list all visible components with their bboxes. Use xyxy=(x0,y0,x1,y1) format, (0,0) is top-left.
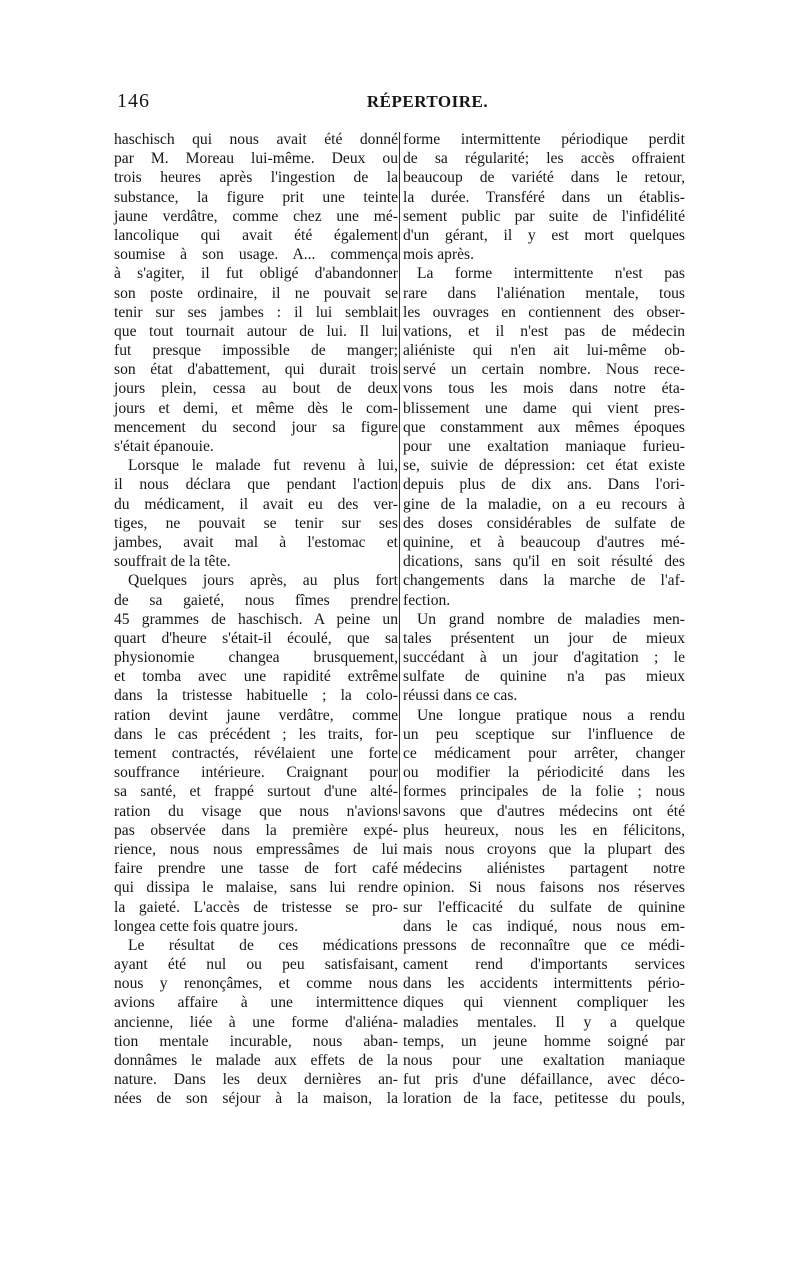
text-line: par M. Moreau lui-même. Deux ou xyxy=(114,150,398,168)
text-line: son poste ordinaire, il ne pouvait se xyxy=(114,284,398,302)
text-line: maladies mentales. Il y a quelque xyxy=(403,1013,685,1031)
text-line: mencement du second jour sa figure xyxy=(114,418,398,436)
text-line: dans les accidents intermittents pério- xyxy=(403,975,685,993)
text-line: tement contractés, révélaient une forte xyxy=(114,745,398,762)
text-line: se, suivie de dépression: cet état existe xyxy=(403,457,685,475)
text-line: mois après. xyxy=(403,246,475,264)
text-line: son état d'abattement, qui durait trois xyxy=(114,361,398,379)
text-line: à s'agiter, il fut obligé d'abandonner xyxy=(114,265,398,283)
text-line: trois heures après l'ingestion de la xyxy=(114,169,398,187)
text-line: ration devint jaune verdâtre, comme xyxy=(114,706,398,724)
text-line: pour une exaltation maniaque furieu- xyxy=(403,438,685,455)
running-title: RÉPERTOIRE. xyxy=(366,92,489,111)
text-line: sement public par suite de l'infidélité xyxy=(403,207,685,225)
text-line: Une longue pratique nous a rendu xyxy=(417,706,685,724)
text-line: faire prendre une tasse de fort café xyxy=(114,860,398,878)
text-line: nous y renonçâmes, et comme nous xyxy=(114,975,398,993)
text-line: que constamment aux mêmes époques xyxy=(403,418,685,436)
text-line: la durée. Transféré dans un établis- xyxy=(403,188,685,206)
text-line: avions affaire à une intermittence xyxy=(114,994,398,1012)
text-line: qui dissipa le malaise, sans lui rendre xyxy=(114,879,398,897)
text-line: temps, un jeune homme soigné par xyxy=(403,1032,685,1050)
text-line: substance, la figure prit une teinte xyxy=(114,188,398,206)
text-line: La forme intermittente n'est pas xyxy=(417,265,685,283)
text-line: donnâmes le malade aux effets de la xyxy=(114,1052,398,1069)
text-line: tiges, ne pouvait se tenir sur ses xyxy=(114,514,398,532)
text-line: ancienne, liée à une forme d'aliéna- xyxy=(114,1013,398,1031)
text-line: Le résultat de ces médications xyxy=(128,936,398,954)
text-line: beaucoup de variété dans le retour, xyxy=(403,169,685,187)
text-line: il nous déclara que pendant l'action xyxy=(114,476,398,494)
text-line: nées de son séjour à la maison, la xyxy=(114,1090,398,1108)
text-line: fut presque impossible de manger; xyxy=(114,342,398,360)
text-line: rience, nous nous empressâmes de lui xyxy=(114,840,398,858)
text-line: ce médicament pour arrêter, changer xyxy=(403,745,685,762)
left-column xyxy=(114,130,398,1109)
text-line: vations, et il n'est pas de médecin xyxy=(403,322,685,340)
text-line: réussi dans ce cas. xyxy=(403,687,518,705)
text-line: que tout tournait autour de lui. Il lui xyxy=(114,322,398,340)
text-line: sa santé, et frappé surtout d'une alté- xyxy=(114,783,398,801)
text-line: et tomba avec une rapidité extrême xyxy=(114,668,398,686)
text-line: loration de la face, petitesse du pouls, xyxy=(403,1090,685,1108)
text-line: tion mentale incurable, nous aban- xyxy=(114,1032,398,1050)
text-line: pressons de reconnaître que ce médi- xyxy=(403,936,685,954)
text-line: dans le cas précédent ; les traits, for- xyxy=(114,725,398,743)
text-line: quinine, et à beaucoup d'autres mé- xyxy=(403,533,685,551)
text-line: jours et demi, et même dès le com- xyxy=(114,399,398,417)
text-line: médecins aliénistes partagent notre xyxy=(403,860,685,878)
text-line: nous pour une exaltation maniaque xyxy=(403,1052,685,1069)
text-line: ration du visage que nous n'avions xyxy=(114,802,398,820)
text-line: tales présentent un jour de mieux xyxy=(403,629,685,647)
text-line: servé un certain nombre. Nous rece- xyxy=(403,361,685,379)
text-line: un peu sceptique sur l'influence de xyxy=(403,725,685,743)
text-line: blissement une dame qui vient pres- xyxy=(403,399,685,417)
text-line: opinion. Si nous faisons nos réserves xyxy=(403,879,685,897)
text-line: sulfate de quinine n'a pas mieux xyxy=(403,668,685,686)
text-line: vons tous les mois dans notre éta- xyxy=(403,380,685,398)
page-number: 146 xyxy=(117,90,150,112)
text-line: jaune verdâtre, comme chez une mé- xyxy=(114,207,398,225)
text-line: aliéniste qui n'en ait lui-même ob- xyxy=(403,342,685,360)
text-line: souffrait de la tête. xyxy=(114,553,231,571)
text-line: 45 grammes de haschisch. A peine un xyxy=(114,610,398,628)
text-line: la gaieté. L'accès de tristesse se pro- xyxy=(114,898,398,916)
text-line: Un grand nombre de maladies men- xyxy=(417,610,685,628)
text-line: du médicament, il avait eu des ver- xyxy=(114,495,398,513)
text-line: forme intermittente périodique perdit xyxy=(403,131,685,148)
text-line: ayant été nul ou peu satisfaisant, xyxy=(114,956,398,974)
text-line: dans la tristesse habituelle ; la colo- xyxy=(114,687,398,705)
text-line: souffrance intérieure. Craignant pour xyxy=(114,764,398,782)
text-line: fection. xyxy=(403,591,451,609)
text-line: nature. Dans les deux dernières an- xyxy=(114,1071,398,1089)
text-line: jours plein, cessa au bout de deux xyxy=(114,380,398,398)
text-line: quart d'heure s'était-il écoulé, que sa xyxy=(114,629,398,647)
text-line: diques qui viennent compliquer les xyxy=(403,994,685,1012)
text-line: s'était épanouie. xyxy=(114,438,214,455)
text-line: longea cette fois quatre jours. xyxy=(114,917,299,935)
text-line: succédant à un jour d'agitation ; le xyxy=(403,649,685,667)
text-line: fut pris d'une défaillance, avec déco- xyxy=(403,1071,685,1089)
text-line: savons que d'autres médecins ont été xyxy=(403,802,685,820)
text-line: lancolique qui avait été également xyxy=(114,226,398,244)
text-line: gine de la maladie, on a eu recours à xyxy=(403,495,685,513)
right-column xyxy=(403,130,685,1109)
text-line: pas observée dans la première expé- xyxy=(114,821,398,839)
text-line: tenir sur ses jambes : il lui semblait xyxy=(114,303,398,321)
text-line: les ouvrages en contiennent des obser- xyxy=(403,303,685,321)
text-line: mais nous croyons que la plupart des xyxy=(403,840,685,858)
text-line: de sa régularité; les accès offraient xyxy=(403,150,685,168)
text-line: plus heureux, nous les en félicitons, xyxy=(403,821,685,839)
text-line: des doses considérables de sulfate de xyxy=(403,514,685,532)
text-line: dans le cas indiqué, nous nous em- xyxy=(403,917,685,935)
text-line: de sa gaieté, nous fîmes prendre xyxy=(114,591,398,609)
text-line: rare dans l'aliénation mentale, tous xyxy=(403,284,685,302)
text-line: physionomie changea brusquement, xyxy=(114,649,398,667)
text-line: sur l'efficacité du sulfate de quinine xyxy=(403,898,685,916)
text-line: ou modifier la périodicité dans les xyxy=(403,764,685,782)
text-line: cament rend d'importants services xyxy=(403,956,685,974)
text-line: jambes, avait mal à l'estomac et xyxy=(114,533,398,551)
text-line: Quelques jours après, au plus fort xyxy=(128,572,398,590)
text-line: soumise à son usage. A... commença xyxy=(114,246,398,264)
text-line: dications, sans qu'il en soit résulté des xyxy=(403,553,685,571)
text-line: Lorsque le malade fut revenu à lui, xyxy=(128,457,398,475)
text-line: haschisch qui nous avait été donné xyxy=(114,131,398,148)
text-line: d'un gérant, il y est mort quelques xyxy=(403,226,685,244)
column-divider xyxy=(399,132,400,814)
text-line: changements dans la marche de l'af- xyxy=(403,572,685,590)
text-line: formes principales de la folie ; nous xyxy=(403,783,685,801)
text-line: depuis plus de dix ans. Dans l'ori- xyxy=(403,476,685,494)
